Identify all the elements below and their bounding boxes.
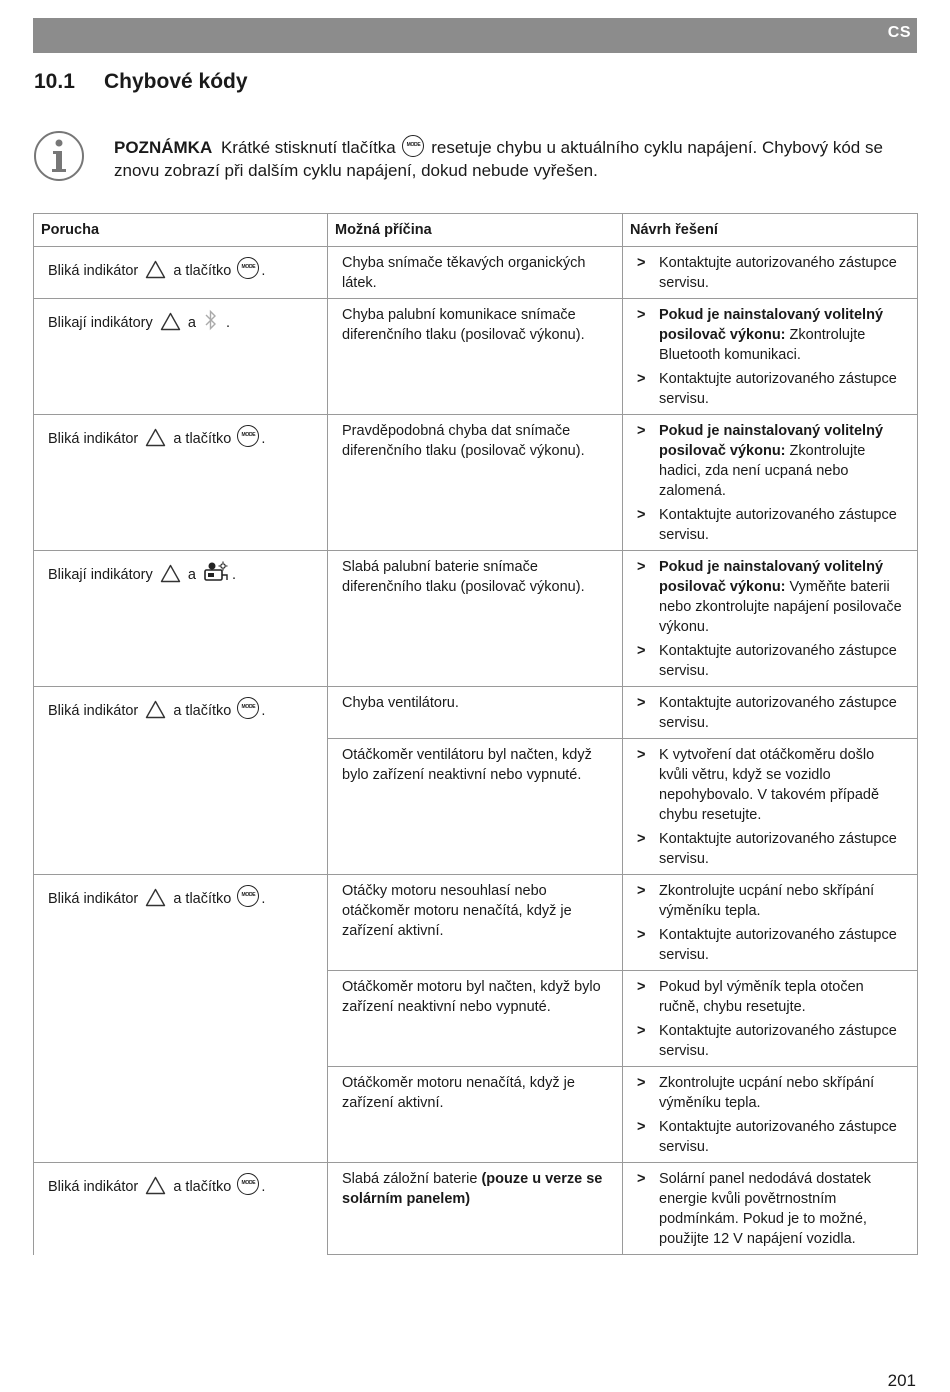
table-header-row — [34, 214, 918, 247]
fault-cell: Bliká indikátor a tlačítko MODE . — [34, 687, 328, 875]
list-item: > Kontaktujte autorizovaného zástupce servisu. — [637, 641, 903, 681]
list-item: > Pokud je nainstalovaný volitelný posilovač výkonu: Zkontrolujte Bluetooth komunikaci. — [637, 305, 903, 365]
mode-button-icon: MODE — [237, 885, 259, 907]
fault-cell: Bliká indikátor a tlačítko MODE . — [34, 1163, 328, 1255]
list-item: > Kontaktujte autorizovaného zástupce servisu. — [637, 1021, 903, 1061]
fault-cell: Bliká indikátor a tlačítko MODE . — [34, 875, 328, 1163]
mode-button-icon: MODE — [237, 257, 259, 279]
page-number: 201 — [887, 1371, 916, 1390]
table-row — [34, 687, 918, 739]
list-item: > Kontaktujte autorizovaného zástupce servisu. — [637, 505, 903, 545]
list-item: > Kontaktujte autorizovaného zástupce servisu. — [637, 829, 903, 869]
table-row — [34, 415, 918, 551]
mode-button-icon: MODE — [237, 697, 259, 719]
info-icon — [33, 130, 85, 182]
list-item: > Pokud je nainstalovaný volitelný posilovač výkonu: Zkontrolujte hadici, zda není ucpaná nebo zalomená. — [637, 421, 903, 501]
mode-button-icon: MODE — [402, 135, 424, 157]
remedy-cell — [623, 687, 918, 739]
remedy-cell — [623, 247, 918, 299]
cause-cell: Pravděpodobná chyba dat snímače diferenčního tlaku (posilovač výkonu). — [328, 415, 623, 551]
remedy-cell — [623, 299, 918, 415]
list-item: > Kontaktujte autorizovaného zástupce servisu. — [637, 1117, 903, 1157]
cause-cell: Otáčkoměr motoru byl načten, když bylo zařízení neaktivní nebo vypnuté. — [328, 971, 623, 1067]
warning-icon — [145, 1176, 166, 1195]
warning-icon — [160, 564, 181, 583]
warning-icon — [160, 312, 181, 331]
table-row — [34, 299, 918, 415]
fault-cell: Blikají indikátory a . — [34, 551, 328, 687]
section-number: 10.1 — [34, 70, 75, 93]
list-item: > Solární panel nedodává dostatek energie kvůli povětrnostním podmínkám. Pokud je to možné, použijte 12 V napájení vozidla. — [637, 1169, 903, 1249]
list-item: > Zkontrolujte ucpání nebo skřípání výměníku tepla. — [637, 881, 903, 921]
header-bar — [33, 18, 917, 53]
list-item: > Kontaktujte autorizovaného zástupce servisu. — [637, 369, 903, 409]
remedy-cell — [623, 1163, 918, 1255]
section-title — [34, 70, 248, 94]
table-row — [34, 551, 918, 687]
section-heading: Chybové kódy — [104, 70, 248, 93]
remedy-cell — [623, 971, 918, 1067]
column-header: Porucha — [34, 214, 328, 247]
bluetooth-icon — [203, 309, 219, 331]
cause-cell: Chyba ventilátoru. — [328, 687, 623, 739]
list-item: > Kontaktujte autorizovaného zástupce servisu. — [637, 253, 903, 293]
column-header: Možná příčina — [328, 214, 623, 247]
cause-cell: Chyba snímače těkavých organických látek. — [328, 247, 623, 299]
fault-cell: Blikají indikátory a . — [34, 299, 328, 415]
language-code: CS — [887, 24, 911, 41]
fault-cell: Bliká indikátor a tlačítko MODE . — [34, 247, 328, 299]
warning-icon — [145, 888, 166, 907]
mode-button-icon: MODE — [237, 425, 259, 447]
list-item: > Zkontrolujte ucpání nebo skřípání výměníku tepla. — [637, 1073, 903, 1113]
note-text: POZNÁMKA Krátké stisknutí tlačítka MODE resetuje chybu u aktuálního cyklu napájení. Chybový kód se znovu zobrazí při dalším cyklu napájení, dokud nebude vyřešen. — [114, 135, 904, 182]
fault-cell: Bliká indikátor a tlačítko MODE . — [34, 415, 328, 551]
remedy-cell — [623, 875, 918, 971]
list-item: > K vytvoření dat otáčkoměru došlo kvůli větru, když se vozidlo nepohybovalo. V takovém případě chybu resetujte. — [637, 745, 903, 825]
remedy-cell — [623, 551, 918, 687]
cause-cell: Slabá palubní baterie snímače diferenčního tlaku (posilovač výkonu). — [328, 551, 623, 687]
cause-cell: Otáčkoměr motoru nenačítá, když je zařízení aktivní. — [328, 1067, 623, 1163]
warning-icon — [145, 260, 166, 279]
remedy-cell — [623, 739, 918, 875]
warning-icon — [145, 700, 166, 719]
cause-cell: Otáčkoměr ventilátoru byl načten, když bylo zařízení neaktivní nebo vypnuté. — [328, 739, 623, 875]
error-codes-table — [33, 213, 918, 1255]
table-row — [34, 1163, 918, 1255]
column-header: Návrh řešení — [623, 214, 918, 247]
cause-cell: Slabá záložní baterie (pouze u verze se solárním panelem) — [328, 1163, 623, 1255]
note-label: POZNÁMKA — [114, 138, 213, 157]
booster-battery-icon — [203, 561, 229, 583]
remedy-cell — [623, 1067, 918, 1163]
mode-button-icon: MODE — [237, 1173, 259, 1195]
remedy-cell — [623, 415, 918, 551]
cause-cell: Chyba palubní komunikace snímače diferenčního tlaku (posilovač výkonu). — [328, 299, 623, 415]
cause-cell: Otáčky motoru nesouhlasí nebo otáčkoměr motoru nenačítá, když je zařízení aktivní. — [328, 875, 623, 971]
list-item: > Pokud je nainstalovaný volitelný posilovač výkonu: Vyměňte baterii nebo zkontrolujte napájení posilovače výkonu. — [637, 557, 903, 637]
table-row — [34, 875, 918, 971]
table-row — [34, 247, 918, 299]
warning-icon — [145, 428, 166, 447]
list-item: > Pokud byl výměník tepla otočen ručně, chybu resetujte. — [637, 977, 903, 1017]
list-item: > Kontaktujte autorizovaného zástupce servisu. — [637, 925, 903, 965]
list-item: > Kontaktujte autorizovaného zástupce servisu. — [637, 693, 903, 733]
